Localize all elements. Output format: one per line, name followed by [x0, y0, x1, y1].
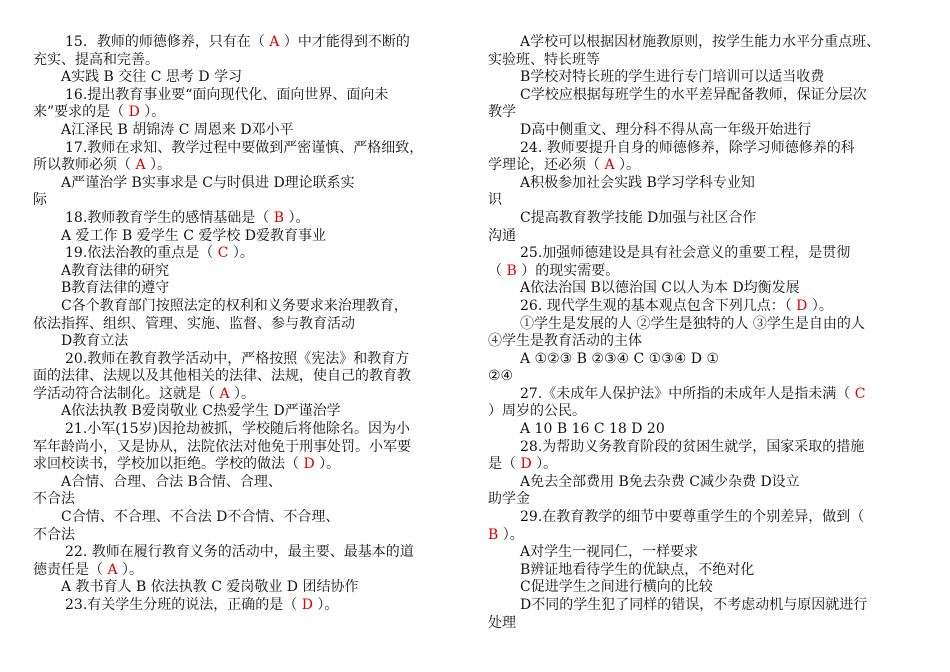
line-text: C合情、不合理、不合法 D不合情、不合理、	[61, 509, 340, 526]
text-line	[33, 456, 463, 474]
line-text: ①学生是发展的人 ②学生是独特的人 ③学生是自由的人	[520, 315, 865, 332]
line-text: 26. 现代学生观的基本观点包含下列几点：（	[520, 297, 797, 314]
text-line	[488, 87, 918, 105]
text-line	[488, 192, 918, 210]
line-text: ④学生是教育活动的主体	[488, 333, 642, 350]
line-text: 面的法律、法规以及其他相关的法律、法规，使自己的教育教	[33, 368, 411, 385]
text-line	[488, 474, 918, 492]
line-text: 24. 教师要提升自身的师德修养，除学习师德修养的科	[520, 139, 855, 156]
line-text: A学校可以根据因材施教原则，按学生能力水平分重点班、	[520, 34, 881, 50]
text-line	[33, 474, 463, 492]
line-text: 21.小军(15岁)因抢劫被抓，学校随后将他除名。因为小	[65, 421, 411, 438]
text-line	[33, 104, 463, 122]
text-line	[488, 562, 918, 580]
line-text: D教育立法	[61, 333, 129, 350]
line-text: C学校应根据每班学生的水平差异配备教师，保证分层次	[520, 86, 867, 103]
text-line	[488, 298, 918, 316]
line-text: B教育法律的遵守	[61, 280, 170, 297]
line-text: ）。	[807, 297, 833, 314]
line-text: 17.教师在求知、教学过程中要做到严密谨慎、严格细致，	[65, 139, 424, 156]
line-text: 军年龄尚小，又是协从，法院依法对他免于刑事处罚。小军要	[33, 438, 411, 455]
text-line	[33, 597, 463, 615]
line-text: ）。	[531, 456, 558, 473]
answer-mark: A	[604, 157, 615, 174]
line-text: （	[488, 262, 507, 279]
line-text: 25.加强师德建设是具有社会意义的重要工程，是贯彻	[520, 245, 851, 262]
answer-mark: B	[488, 526, 499, 543]
text-line	[488, 280, 918, 298]
text-line	[33, 192, 463, 210]
line-text: 教学	[488, 104, 516, 121]
text-line	[33, 351, 463, 369]
line-text: A 10 B 16 C 18 D 20	[520, 421, 665, 438]
text-line	[33, 298, 463, 316]
text-line	[488, 157, 918, 175]
text-line	[488, 351, 918, 369]
line-text: A 教书育人 B 依法执教 C 爱岗敬业 D 团结协作	[61, 579, 359, 596]
line-text: ）。	[117, 561, 144, 578]
line-text: ）。	[498, 526, 524, 543]
line-text: 23.有关学生分班的说法，正确的是（	[65, 597, 302, 613]
line-text: 所以教师必须（	[33, 157, 136, 174]
line-text: A合情、合理、合法 B合情、合理、	[61, 473, 282, 490]
line-text: 20.教师在教育教学活动中，严格按照《宪法》和教育方	[65, 350, 410, 367]
text-line	[488, 386, 918, 404]
line-text: ）。	[228, 245, 254, 262]
right-column	[488, 34, 918, 632]
text-line	[33, 140, 463, 158]
line-text: 来”要求的是（	[33, 104, 129, 121]
answer-mark: B	[506, 262, 517, 279]
line-text: ）。	[145, 157, 172, 174]
text-line	[33, 491, 463, 509]
line-text: ）。	[284, 209, 310, 226]
line-text: ）。	[314, 456, 341, 473]
text-line	[488, 122, 918, 140]
line-text: 18.教师教育学生的感情基础是（	[65, 209, 274, 226]
text-line	[33, 403, 463, 421]
line-text: 学理论，还必须（	[488, 157, 605, 174]
answer-mark: D	[303, 456, 315, 473]
text-line	[33, 579, 463, 597]
left-column	[33, 34, 463, 615]
text-line	[488, 175, 918, 193]
text-line	[488, 52, 918, 70]
line-text: 依法指挥、组织、管理、实施、监督、参与教育活动	[33, 315, 355, 332]
line-text: 实验班、特长班等	[488, 51, 600, 68]
text-line	[488, 527, 918, 545]
line-text: A依法治国 B以德治国 C以人为本 D均衡发展	[520, 280, 800, 297]
line-text: C促进学生之间进行横向的比较	[520, 579, 713, 596]
text-line	[33, 544, 463, 562]
line-text: A教育法律的研究	[61, 262, 170, 279]
answer-mark: A	[135, 157, 146, 174]
line-text: ）的现实需要。	[516, 262, 620, 279]
line-text: A ①②③ B ②③④ C ①③④ D ①	[520, 350, 719, 367]
line-text: 是（	[488, 456, 521, 473]
line-text: 际	[33, 192, 47, 209]
text-line	[33, 333, 463, 351]
line-text: A江泽民 B 胡锦涛 C 周恩来 D邓小平	[61, 121, 294, 138]
text-line	[33, 157, 463, 175]
answer-mark: C	[217, 245, 229, 262]
line-text: A依法执教 B爱岗敬业 C热爱学生 D严谨治学	[61, 403, 341, 420]
text-line	[488, 316, 918, 334]
line-text: 不合法	[33, 491, 75, 508]
text-line	[33, 316, 463, 334]
text-line	[33, 439, 463, 457]
answer-mark: C	[854, 385, 866, 402]
text-line	[488, 491, 918, 509]
line-text: C提高教育教学技能 D加强与社区合作	[520, 209, 757, 226]
answer-mark: D	[796, 297, 808, 314]
text-line	[488, 421, 918, 439]
line-text: ）。	[312, 597, 339, 613]
line-text: 不合法	[33, 526, 75, 543]
line-text: 德责任是（	[33, 561, 108, 578]
text-line	[33, 562, 463, 580]
line-text: 15．教师的师德修养，只有在（	[65, 34, 270, 50]
line-text: A严谨治学 B实事求是 C与时俱进 D理论联系实	[61, 174, 355, 191]
line-text: ）。	[139, 104, 166, 121]
text-line	[33, 210, 463, 228]
text-line	[488, 69, 918, 87]
line-text: B学校对特长班的学生进行专门培训可以适当收费	[520, 69, 825, 86]
text-line	[488, 104, 918, 122]
line-text: 助学金	[488, 491, 530, 508]
answer-mark: D	[301, 597, 313, 613]
text-line	[33, 69, 463, 87]
text-line	[33, 421, 463, 439]
text-line	[33, 87, 463, 105]
line-text: 充实、提高和完善。	[33, 51, 159, 68]
line-text: 学活动符合法制化。这就是（	[33, 385, 220, 402]
text-line	[33, 175, 463, 193]
line-text: B辨证地看待学生的优缺点，不绝对化	[520, 561, 755, 578]
line-text: 16.提出教育事业要“面向现代化、面向世界、面向未	[65, 86, 389, 103]
text-line	[33, 527, 463, 545]
text-line	[33, 34, 463, 52]
text-line	[488, 263, 918, 281]
text-line	[488, 333, 918, 351]
text-line	[488, 597, 918, 615]
line-text: C各个教育部门按照法定的权利和义务要求来治理教育，	[61, 297, 408, 314]
text-line	[488, 210, 918, 228]
answer-mark: A	[269, 34, 280, 50]
text-line	[33, 52, 463, 70]
line-text: A免去全部费用 B免去杂费 C减少杂费 D设立	[520, 473, 800, 490]
line-text: A实践 B 交往 C 思考 D 学习	[61, 69, 243, 86]
line-text: 识	[488, 192, 502, 209]
line-text: D不同的学生犯了同样的错误，不考虑动机与原因就进行	[520, 597, 868, 613]
text-line	[488, 456, 918, 474]
line-text: D高中侧重文、理分科不得从高一年级开始进行	[520, 121, 812, 138]
answer-mark: D	[128, 104, 140, 121]
text-line	[33, 368, 463, 386]
answer-mark: A	[107, 561, 118, 578]
text-line	[33, 245, 463, 263]
text-line	[488, 368, 918, 386]
text-line	[33, 122, 463, 140]
line-text: 沟通	[488, 227, 516, 244]
line-text: 22. 教师在履行教育义务的活动中，最主要、最基本的道	[65, 544, 414, 561]
text-line	[488, 579, 918, 597]
line-text: A对学生一视同仁，一样要求	[520, 544, 699, 561]
text-line	[488, 509, 918, 527]
line-text: ）周岁的公民。	[488, 403, 586, 420]
answer-mark: B	[273, 209, 285, 226]
text-line	[488, 34, 918, 52]
line-text: A积极参加社会实践 B学习学科专业知	[520, 174, 755, 191]
text-line	[33, 280, 463, 298]
answer-mark: A	[219, 385, 230, 402]
text-line	[488, 403, 918, 421]
text-line	[33, 509, 463, 527]
line-text: ）。	[229, 385, 256, 402]
text-line	[488, 544, 918, 562]
line-text: 28.为帮助义务教育阶段的贫困生就学，国家采取的措施	[520, 438, 865, 455]
line-text: 19.依法治教的重点是（	[65, 245, 218, 262]
text-line	[488, 615, 918, 633]
line-text: ）。	[614, 157, 641, 174]
line-text: 29.在教育教学的细节中要尊重学生的个别差异，做到（	[520, 509, 865, 526]
text-line	[488, 439, 918, 457]
line-text: 27.《未成年人保护法》中所指的未成年人是指未满（	[520, 385, 855, 402]
line-text: ）中才能得到不断的	[279, 34, 410, 50]
line-text: A 爱工作 B 爱学生 C 爱学校 D爱教育事业	[61, 227, 327, 244]
line-text: ②④	[488, 368, 514, 385]
text-line	[488, 245, 918, 263]
text-line	[488, 140, 918, 158]
line-text: 求回校读书，学校加以拒绝。学校的做法（	[33, 456, 304, 473]
text-line	[33, 386, 463, 404]
line-text: 处理	[488, 614, 516, 631]
text-line	[33, 228, 463, 246]
answer-mark: D	[520, 456, 532, 473]
text-line	[488, 228, 918, 246]
text-line	[33, 263, 463, 281]
